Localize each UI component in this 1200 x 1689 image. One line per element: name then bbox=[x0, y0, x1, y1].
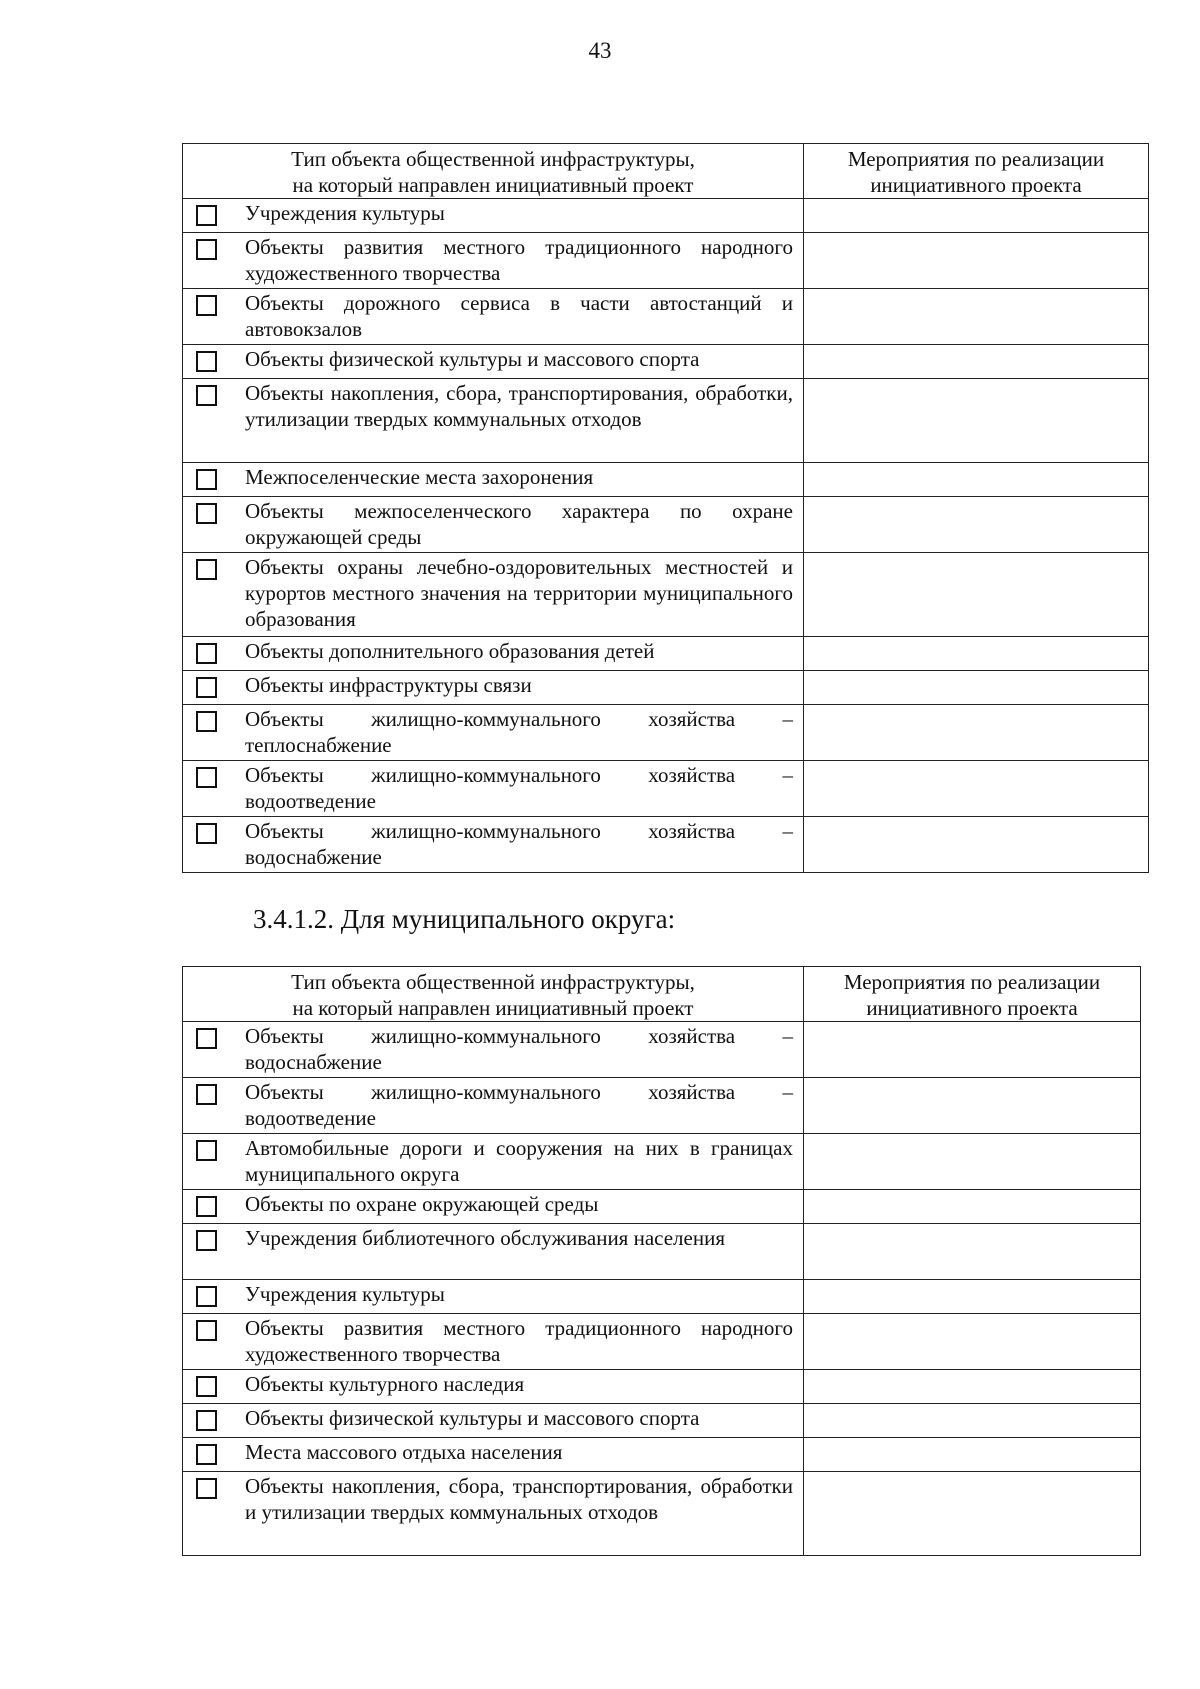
object-type-cell bbox=[183, 1280, 804, 1314]
checkbox[interactable] bbox=[196, 1376, 217, 1397]
header-measures-line2: инициативного проекта bbox=[866, 996, 1078, 1020]
object-type-label: Объекты жилищно-коммунального хозяйства – теплоснабжение bbox=[245, 707, 793, 757]
object-type-label: Автомобильные дороги и сооружения на них в границах муниципального округа bbox=[245, 1136, 793, 1186]
checkbox[interactable] bbox=[196, 1140, 217, 1161]
table-row bbox=[183, 199, 1149, 233]
object-type-cell bbox=[183, 817, 804, 873]
object-type-cell bbox=[183, 553, 804, 637]
object-type-label: Объекты культурного наследия bbox=[245, 1372, 525, 1396]
table-row bbox=[183, 1190, 1141, 1224]
table-row bbox=[183, 817, 1149, 873]
checkbox[interactable] bbox=[196, 1028, 217, 1049]
object-type-cell bbox=[183, 1022, 804, 1078]
checkbox[interactable] bbox=[196, 503, 217, 524]
checkbox[interactable] bbox=[196, 643, 217, 664]
table-row bbox=[183, 1022, 1141, 1078]
object-type-label: Объекты дорожного сервиса в части автостанций и автовокзалов bbox=[245, 291, 793, 341]
object-type-label: Объекты накопления, сбора, транспортирования, обработки, утилизации твердых коммунальных отходов bbox=[245, 381, 793, 431]
header-measures-line2: инициативного проекта bbox=[870, 173, 1082, 197]
measures-cell[interactable] bbox=[804, 1404, 1141, 1438]
checkbox[interactable] bbox=[196, 559, 217, 580]
object-type-cell bbox=[183, 705, 804, 761]
object-type-cell bbox=[183, 379, 804, 463]
object-type-cell bbox=[183, 497, 804, 553]
measures-cell[interactable] bbox=[804, 1370, 1141, 1404]
object-type-label: Объекты жилищно-коммунального хозяйства – водоснабжение bbox=[245, 819, 793, 869]
measures-cell[interactable] bbox=[804, 379, 1149, 463]
measures-cell[interactable] bbox=[804, 553, 1149, 637]
object-type-label: Объекты охраны лечебно-оздоровительных местностей и курортов местного значения на территории муниципального образования bbox=[245, 555, 793, 631]
table-row bbox=[183, 345, 1149, 379]
object-type-label: Объекты по охране окружающей среды bbox=[245, 1192, 599, 1216]
table-header-row bbox=[183, 967, 1141, 1022]
table-row bbox=[183, 1078, 1141, 1134]
infrastructure-table-settlement bbox=[182, 143, 1149, 873]
object-type-cell bbox=[183, 1404, 804, 1438]
object-type-cell bbox=[183, 637, 804, 671]
object-type-label: Межпоселенческие места захоронения bbox=[245, 465, 594, 489]
measures-cell[interactable] bbox=[804, 497, 1149, 553]
checkbox[interactable] bbox=[196, 295, 217, 316]
header-measures-line1: Мероприятия по реализации bbox=[843, 970, 1101, 994]
checkbox[interactable] bbox=[196, 1320, 217, 1341]
table-row bbox=[183, 553, 1149, 637]
object-type-label: Учреждения библиотечного обслуживания населения bbox=[245, 1226, 725, 1250]
checkbox[interactable] bbox=[196, 677, 217, 698]
measures-cell[interactable] bbox=[804, 199, 1149, 233]
checkbox[interactable] bbox=[196, 1444, 217, 1465]
table-row bbox=[183, 289, 1149, 345]
header-measures bbox=[804, 144, 1149, 199]
checkbox[interactable] bbox=[196, 1478, 217, 1499]
measures-cell[interactable] bbox=[804, 671, 1149, 705]
object-type-label: Объекты инфраструктуры связи bbox=[245, 673, 532, 697]
measures-cell[interactable] bbox=[804, 637, 1149, 671]
header-measures bbox=[804, 967, 1141, 1022]
header-object-type bbox=[183, 967, 804, 1022]
header-object-type-line1: Тип объекта общественной инфраструктуры, bbox=[291, 970, 695, 994]
header-object-type bbox=[183, 144, 804, 199]
object-type-label: Объекты накопления, сбора, транспортирования, обработки и утилизации твердых коммунальных отходов bbox=[245, 1474, 793, 1524]
checkbox[interactable] bbox=[196, 1084, 217, 1105]
object-type-cell bbox=[183, 345, 804, 379]
measures-cell[interactable] bbox=[804, 1134, 1141, 1190]
table-row bbox=[183, 705, 1149, 761]
measures-cell[interactable] bbox=[804, 1078, 1141, 1134]
table-row bbox=[183, 1134, 1141, 1190]
object-type-cell bbox=[183, 671, 804, 705]
table-row bbox=[183, 379, 1149, 463]
page-number: 43 bbox=[588, 38, 612, 63]
object-type-cell bbox=[183, 1078, 804, 1134]
object-type-cell bbox=[183, 1472, 804, 1556]
checkbox[interactable] bbox=[196, 469, 217, 490]
object-type-cell bbox=[183, 1224, 804, 1280]
measures-cell[interactable] bbox=[804, 705, 1149, 761]
table-row bbox=[183, 1314, 1141, 1370]
checkbox[interactable] bbox=[196, 711, 217, 732]
measures-cell[interactable] bbox=[804, 1314, 1141, 1370]
object-type-cell bbox=[183, 761, 804, 817]
object-type-label: Объекты дополнительного образования детей bbox=[245, 639, 655, 663]
header-object-type-line1: Тип объекта общественной инфраструктуры, bbox=[291, 147, 695, 171]
object-type-cell bbox=[183, 1438, 804, 1472]
table-row bbox=[183, 637, 1149, 671]
checkbox[interactable] bbox=[196, 1230, 217, 1251]
table-row bbox=[183, 1224, 1141, 1280]
checkbox[interactable] bbox=[196, 385, 217, 406]
measures-cell[interactable] bbox=[804, 1190, 1141, 1224]
object-type-cell bbox=[183, 1314, 804, 1370]
object-type-label: Объекты развития местного традиционного народного художественного творчества bbox=[245, 235, 793, 285]
object-type-label: Учреждения культуры bbox=[245, 201, 445, 225]
measures-cell[interactable] bbox=[804, 463, 1149, 497]
measures-cell[interactable] bbox=[804, 1224, 1141, 1280]
measures-cell[interactable] bbox=[804, 1280, 1141, 1314]
checkbox[interactable] bbox=[196, 767, 217, 788]
table-row bbox=[183, 1370, 1141, 1404]
measures-cell[interactable] bbox=[804, 817, 1149, 873]
table-row bbox=[183, 463, 1149, 497]
object-type-cell bbox=[183, 199, 804, 233]
object-type-label: Объекты межпоселенческого характера по охране окружающей среды bbox=[245, 499, 793, 549]
table-row bbox=[183, 1472, 1141, 1556]
object-type-label: Места массового отдыха населения bbox=[245, 1440, 563, 1464]
measures-cell[interactable] bbox=[804, 761, 1149, 817]
checkbox[interactable] bbox=[196, 205, 217, 226]
measures-cell[interactable] bbox=[804, 289, 1149, 345]
table-row bbox=[183, 1404, 1141, 1438]
table-header-row bbox=[183, 144, 1149, 199]
header-object-type-line2: на который направлен инициативный проект bbox=[292, 996, 694, 1020]
table-row bbox=[183, 1438, 1141, 1472]
object-type-cell bbox=[183, 1190, 804, 1224]
infrastructure-table-municipal-district bbox=[182, 966, 1141, 1556]
object-type-cell bbox=[183, 289, 804, 345]
object-type-cell bbox=[183, 1134, 804, 1190]
checkbox[interactable] bbox=[196, 823, 217, 844]
measures-cell[interactable] bbox=[804, 1022, 1141, 1078]
measures-cell[interactable] bbox=[804, 1438, 1141, 1472]
table-row bbox=[183, 497, 1149, 553]
object-type-label: Объекты жилищно-коммунального хозяйства – водоснабжение bbox=[245, 1024, 793, 1074]
object-type-cell bbox=[183, 463, 804, 497]
object-type-cell bbox=[183, 233, 804, 289]
object-type-cell bbox=[183, 1370, 804, 1404]
header-measures-line1: Мероприятия по реализации bbox=[847, 147, 1105, 171]
checkbox[interactable] bbox=[196, 1410, 217, 1431]
object-type-label: Объекты жилищно-коммунального хозяйства – водоотведение bbox=[245, 1080, 793, 1130]
header-object-type-line2: на который направлен инициативный проект bbox=[292, 173, 694, 197]
checkbox[interactable] bbox=[196, 351, 217, 372]
object-type-label: Учреждения культуры bbox=[245, 1282, 445, 1306]
checkbox[interactable] bbox=[196, 1286, 217, 1307]
table-row bbox=[183, 761, 1149, 817]
checkbox[interactable] bbox=[196, 239, 217, 260]
section-heading: 3.4.1.2. Для муниципального округа: bbox=[253, 904, 676, 934]
object-type-label: Объекты физической культуры и массового спорта bbox=[245, 1406, 700, 1430]
checkbox[interactable] bbox=[196, 1196, 217, 1217]
table-row bbox=[183, 1280, 1141, 1314]
table-row bbox=[183, 671, 1149, 705]
object-type-label: Объекты развития местного традиционного народного художественного творчества bbox=[245, 1316, 793, 1366]
table-row bbox=[183, 233, 1149, 289]
measures-cell[interactable] bbox=[804, 345, 1149, 379]
object-type-label: Объекты физической культуры и массового спорта bbox=[245, 347, 700, 371]
measures-cell[interactable] bbox=[804, 1472, 1141, 1556]
object-type-label: Объекты жилищно-коммунального хозяйства – водоотведение bbox=[245, 763, 793, 813]
measures-cell[interactable] bbox=[804, 233, 1149, 289]
